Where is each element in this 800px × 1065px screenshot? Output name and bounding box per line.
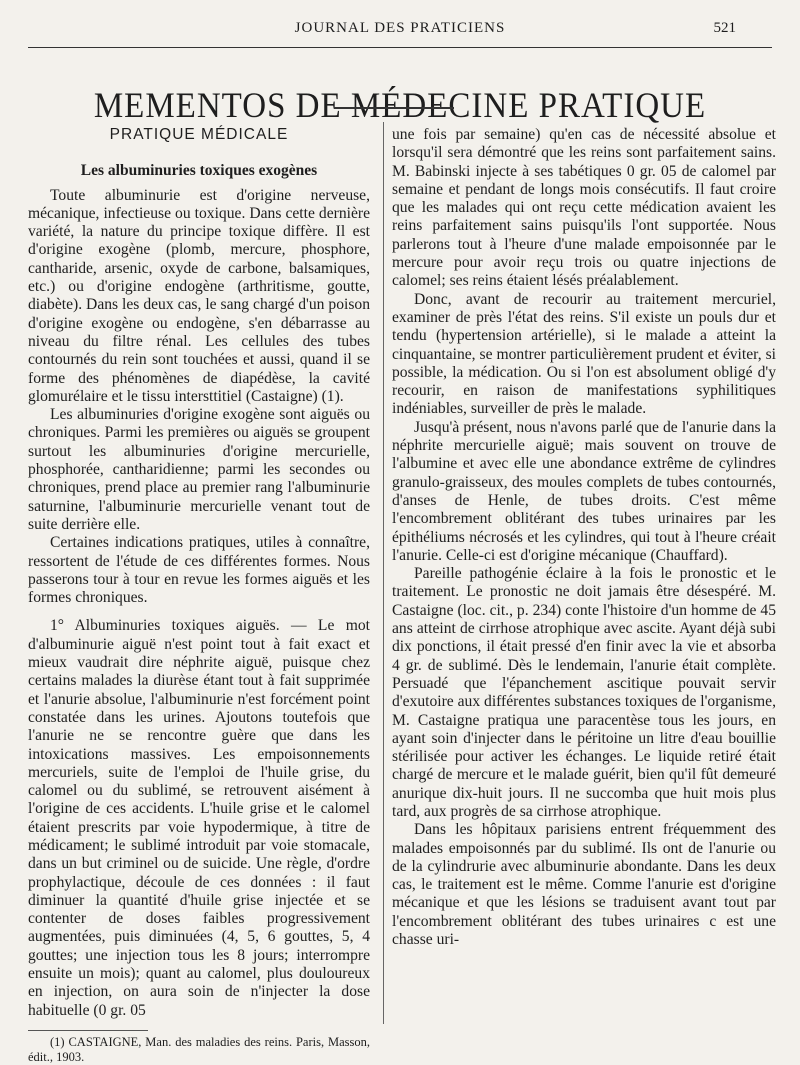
- paragraph: Jusqu'à présent, nous n'avons parlé que de l'anurie dans la néphrite mercurielle aiguë; mais souvent on trouve de l'albumine et avec elle une abondance extrême de cylindres granulo-graisseux, des moules complets de tubes contournés, d'anses de Henle, de tubes droits. C'est même l'encombrement oblitérant des tubes urinaires par les épithéliums nécrosés et les cylindres, qui tout à l'heure créait l'anurie. Celle-ci est d'origine mécanique (Chauffard).: [392, 418, 776, 564]
- section-heading: PRATIQUE MÉDICALE: [109, 126, 289, 143]
- right-column: [392, 126, 776, 949]
- page-title: MEMENTOS DE MÉDECINE PRATIQUE: [93, 86, 707, 126]
- paragraph: Certaines indications pratiques, utiles à connaître, ressortent de l'étude de ces différentes formes. Nous passerons tour à tour en revue les formes aiguës et les formes chroniques.: [28, 534, 370, 607]
- header-rule: [28, 47, 772, 48]
- left-column: [28, 120, 370, 1065]
- paragraph: Toute albuminurie est d'origine nerveuse, mécanique, infectieuse ou toxique. Dans cette dernière variété, la nature du principe toxique diffère. Il est d'origine exogène (plomb, mercure, phosphore, cantharide, arsenic, oxyde de carbone, balsamiques, etc.) ou d'origine endogène (arthritisme, goutte, diabète). Dans les deux cas, le sang chargé d'un poison d'origine exogène ou endogène, s'en débarrasse au niveau du filtre rénal. Les cellules des tubes contournés du rein sont touchées et aussi, quand il se forme des phénomènes de diapédèse, la cavité glomurélaire et le tissu intersttitiel (Castaigne) (1).: [28, 186, 370, 405]
- running-head: [0, 18, 800, 40]
- paragraph: une fois par semaine) qu'en cas de nécessité absolue et lorsqu'il sera démontré que les reins sont parfaitement sains. M. Babinski injecte à ses tabétiques 0 gr. 05 de calomel par semaine et pendant de longs mois consécutifs. Il faut croire que les malades qui ont reçu cette médication avaient les reins parfaitement sains puisqu'ils l'ont supportée. Nous parlerons tout à l'heure d'une malade empoisonnée par le mercure pour avoir reçu trois ou quatre injections de calomel; ses reins étaient lésés préalablement.: [392, 126, 776, 290]
- title-underline: [334, 107, 454, 109]
- footnote-rule: [28, 1030, 148, 1031]
- column-divider: [383, 122, 384, 1024]
- article-title: Les albuminuries toxiques exogènes: [80, 162, 318, 180]
- paragraph: Donc, avant de recourir au traitement mercuriel, examiner de près l'état des reins. S'il existe un pouls dur et tendu (hypertension artérielle), si le malade a atteint la cinquantaine, se montrer particulièrement prudent et éviter, si possible, la médication. Ou si l'on est absolument obligé d'y recourir, en raison de manifestations syphilitiques indéniables, surveiller de près le malade.: [392, 290, 776, 418]
- paragraph: Pareille pathogénie éclaire à la fois le pronostic et le traitement. Le pronostic ne doit jamais être désespéré. M. Castaigne (loc. cit., p. 234) conte l'histoire d'un homme de 45 ans atteint de cirrhose atrophique avec ascite. Ayant déjà subi dix ponctions, il était pressé d'en finir avec la vie et absorba 4 gr. de sublimé. Dès le lendemain, l'anurie était complète. Persuadé que l'épanchement ascitique pouvait servir d'exutoire aux différentes substances toxiques de l'organisme, M. Castaigne pratiqua une paracentèse tous les jours, en ayant soin d'injecter dans le péritoine un litre d'eau bouillie stérilisée pour activer les échanges. Le liquide retiré était chargé de mercure et le malade guérit, bien qu'il fût demeuré anurique dix-huit jours. Il ne succomba que huit mois plus tard, aux progrès de sa cirrhose atrophique.: [392, 565, 776, 820]
- journal-title: JOURNAL DES PRATICIENS: [294, 20, 506, 36]
- paragraph: Dans les hôpitaux parisiens entrent fréquemment des malades empoisonnés par du sublimé. Ils ont de l'anurie ou de la cylindrurie avec albuminurie abondante. Dans les deux cas, le traitement est le même. Comme l'anurie est d'origine mécanique et que les lésions se traduisent avant tout par l'encombrement oblitérant des tubes urinaires c est une chasse uri-: [392, 821, 776, 949]
- paragraph: Les albuminuries d'origine exogène sont aiguës ou chroniques. Parmi les premières ou aiguës se groupent surtout les albuminuries d'origine mercurielle, phosphorée, cantharidienne; parmi les secondes ou chroniques, prend place au premier rang l'albuminurie saturnine, l'albuminurie mercurielle venant tout de suite derrière elle.: [28, 406, 370, 533]
- paragraph: 1° Albuminuries toxiques aiguës. — Le mot d'albuminurie aiguë n'est point tout à fait exact et mieux vaudrait dire néphrite aiguë, puisque chez certains malades la diurèse étant tout à fait supprimée et l'anurie absolue, l'albuminurie n'est forcément point constatée dans les urines. Ajoutons toutefois que l'anurie ne se rencontre guère que dans les intoxications massives. Les empoisonnements mercuriels, suite de l'emploi de l'huile grise, du calomel ou du sublimé, se retrouvent aisément à l'origine de ces accidents. L'huile grise et le calomel étaient prescrits par voie hypodermique, à titre de médicament; le sublimé introduit par voie stomacale, dans un but criminel ou de suicide. Une règle, d'ordre prophylactique, découle de ces données : il faut diminuer la quantité d'huile grise injectée et se contenter de doses faibles progressivement augmentées, puis diminuées (4, 5, 6 gouttes, 5, 4 gouttes; une injection tous les 8 jours; interrompre ensuite un mois); quant au calomel, plus douloureux en injection, on aura soin de n'injecter la dose habituelle (0 gr. 05: [28, 617, 370, 1019]
- page-number: 521: [713, 20, 736, 36]
- footnote: (1) CASTAIGNE, Man. des maladies des reins. Paris, Masson, édit., 1903.: [28, 1034, 370, 1064]
